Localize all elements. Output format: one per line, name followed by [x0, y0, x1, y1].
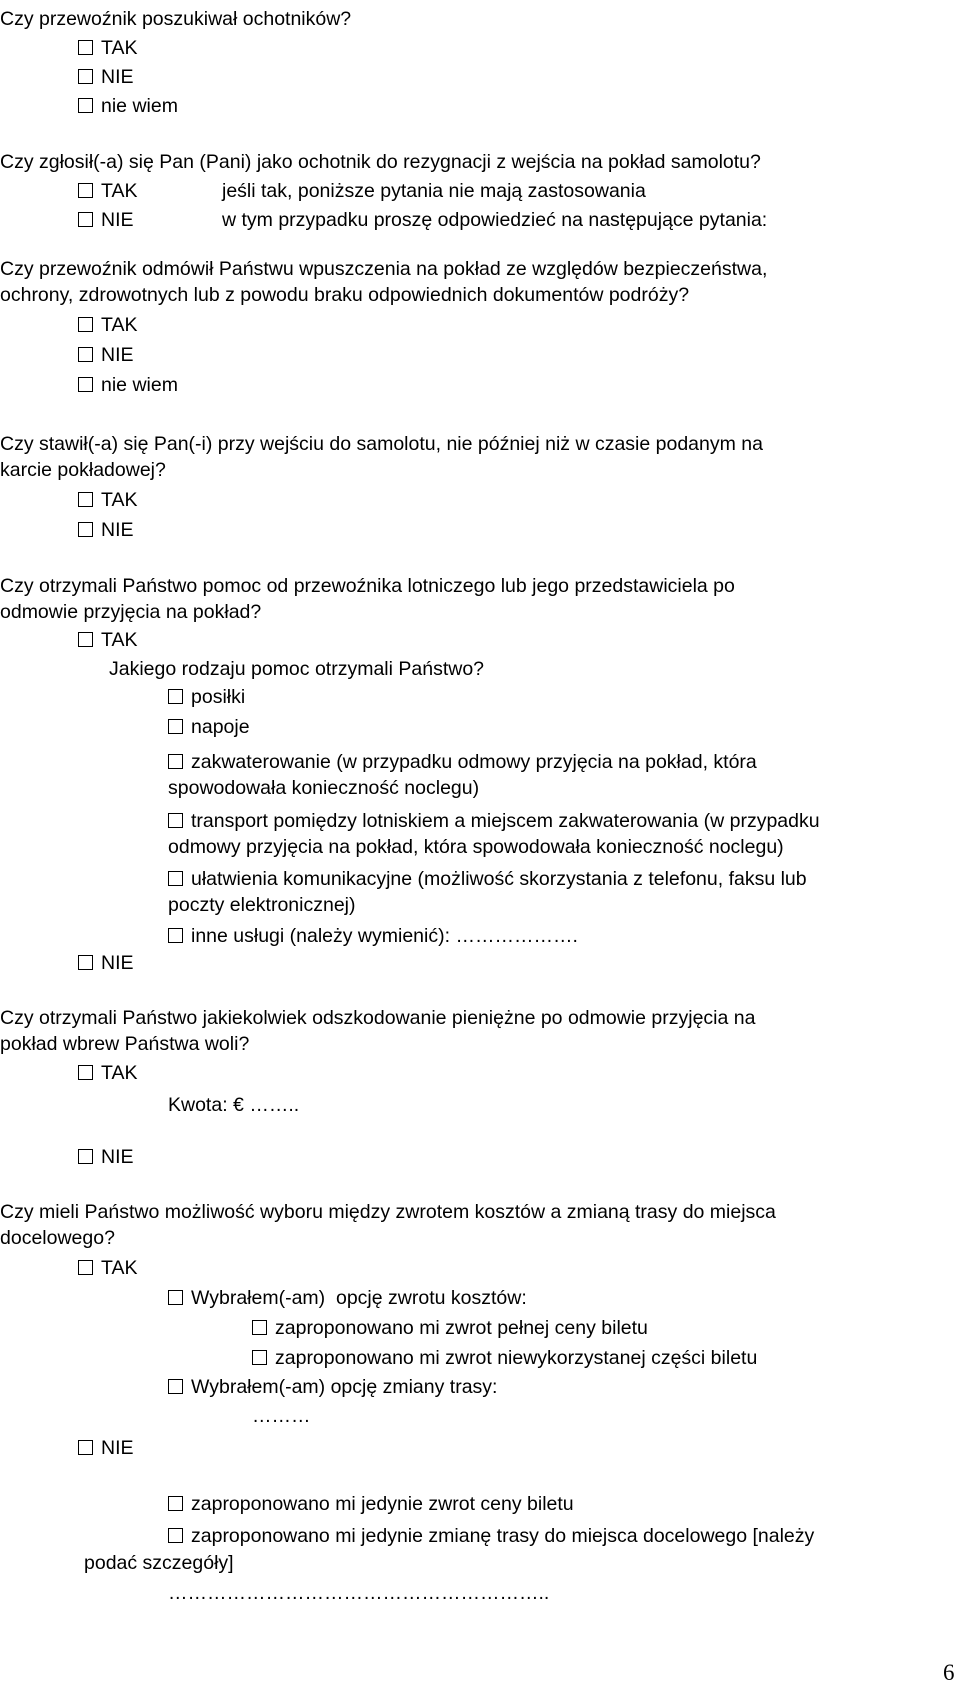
- option-tak[interactable]: TAK: [78, 313, 137, 337]
- question-4-line1: Czy stawił(-a) się Pan(-i) przy wejściu do samolotu, nie później niż w czasie podanym na: [0, 433, 763, 455]
- checkbox-icon[interactable]: [78, 98, 93, 113]
- option-zwrot-czesci[interactable]: zaproponowano mi zwrot niewykorzystanej części biletu: [252, 1346, 757, 1370]
- question-5-line1: Czy otrzymali Państwo pomoc od przewoźnika lotniczego lub jego przedstawiciela po: [0, 575, 735, 597]
- checkbox-icon[interactable]: [78, 1065, 93, 1080]
- checkbox-icon[interactable]: [78, 347, 93, 362]
- fill-in-blank[interactable]: ………: [252, 1405, 311, 1427]
- checkbox-icon[interactable]: [78, 1260, 93, 1275]
- option-zmiana-trasy[interactable]: Wybrałem(-am) opcję zmiany trasy:: [168, 1375, 497, 1399]
- option-nie-wiem[interactable]: nie wiem: [78, 94, 178, 118]
- question-3-line2: ochrony, zdrowotnych lub z powodu braku odpowiednich dokumentów podróży?: [0, 284, 690, 306]
- checkbox-icon[interactable]: [168, 719, 183, 734]
- question-1: Czy przewoźnik poszukiwał ochotników?: [0, 8, 352, 30]
- question-7-line1: Czy mieli Państwo możliwość wyboru między zwrotem kosztów a zmianą trasy do miejsca: [0, 1201, 776, 1223]
- question-3-line1: Czy przewoźnik odmówił Państwu wpuszczenia na pokład ze względów bezpieczeństwa,: [0, 258, 768, 280]
- checkbox-icon[interactable]: [252, 1320, 267, 1335]
- checkbox-icon[interactable]: [168, 1496, 183, 1511]
- checkbox-icon[interactable]: [78, 492, 93, 507]
- checkbox-icon[interactable]: [168, 689, 183, 704]
- question-6-line2: pokład wbrew Państwa woli?: [0, 1033, 250, 1055]
- option-nie[interactable]: NIE: [78, 951, 134, 975]
- question-2: Czy zgłosił(-a) się Pan (Pani) jako ochotnik do rezygnacji z wejścia na pokład samolotu?: [0, 151, 761, 173]
- amount-field[interactable]: Kwota: € ……..: [168, 1094, 300, 1116]
- option-zwrot-pelny[interactable]: zaproponowano mi zwrot pełnej ceny biletu: [252, 1316, 648, 1340]
- checkbox-icon[interactable]: [78, 69, 93, 84]
- option-tak[interactable]: TAK: [78, 36, 137, 60]
- option-nie[interactable]: NIE: [78, 65, 134, 89]
- sub-question: Jakiego rodzaju pomoc otrzymali Państwo?: [109, 658, 485, 680]
- checkbox-icon[interactable]: [168, 813, 183, 828]
- checkbox-icon[interactable]: [252, 1350, 267, 1365]
- checkbox-icon[interactable]: [78, 212, 93, 227]
- note-no: w tym przypadku proszę odpowiedzieć na następujące pytania:: [222, 209, 768, 231]
- checkbox-icon[interactable]: [168, 1379, 183, 1394]
- question-6-line1: Czy otrzymali Państwo jakiekolwiek odszkodowanie pieniężne po odmowie przyjęcia na: [0, 1007, 756, 1029]
- checkbox-icon[interactable]: [168, 928, 183, 943]
- option-jedynie-zwrot[interactable]: zaproponowano mi jedynie zwrot ceny biletu: [168, 1492, 574, 1516]
- details-fill-line[interactable]: …………………………………………………..: [168, 1582, 550, 1604]
- checkbox-icon[interactable]: [78, 1149, 93, 1164]
- question-5-line2: odmowie przyjęcia na pokład?: [0, 601, 262, 623]
- checkbox-icon[interactable]: [168, 1528, 183, 1543]
- checkbox-icon[interactable]: [78, 1440, 93, 1455]
- option-zakwaterowanie[interactable]: zakwaterowanie (w przypadku odmowy przyjęcia na pokład, która: [168, 750, 757, 774]
- checkbox-icon[interactable]: [78, 955, 93, 970]
- option-nie[interactable]: NIE: [78, 343, 134, 367]
- option-jedynie-zmiana[interactable]: zaproponowano mi jedynie zmianę trasy do miejsca docelowego [należy: [168, 1524, 814, 1548]
- option-tak[interactable]: TAK: [78, 1061, 137, 1085]
- fill-in-blank[interactable]: ……………….: [455, 925, 578, 947]
- checkbox-icon[interactable]: [168, 754, 183, 769]
- option-posilki[interactable]: posiłki: [168, 685, 245, 709]
- checkbox-icon[interactable]: [78, 632, 93, 647]
- option-nie-wiem[interactable]: nie wiem: [78, 373, 178, 397]
- option-nie[interactable]: NIE: [78, 518, 134, 542]
- option-nie[interactable]: NIE: [78, 1436, 134, 1460]
- option-komunikacja-cont: poczty elektronicznej): [168, 894, 356, 916]
- checkbox-icon[interactable]: [78, 40, 93, 55]
- fill-in-blank[interactable]: ……..: [249, 1094, 300, 1116]
- note-yes: jeśli tak, poniższe pytania nie mają zastosowania: [222, 180, 646, 202]
- checkbox-icon[interactable]: [168, 871, 183, 886]
- option-tak[interactable]: TAK: [78, 628, 137, 652]
- option-inne-uslugi[interactable]: inne usługi (należy wymienić): ……………….: [168, 924, 578, 948]
- checkbox-icon[interactable]: [78, 522, 93, 537]
- question-4-line2: karcie pokładowej?: [0, 459, 166, 481]
- option-nie[interactable]: NIE: [78, 1145, 134, 1169]
- option-jedynie-zmiana-cont: podać szczegóły]: [84, 1552, 234, 1574]
- option-komunikacja[interactable]: ułatwienia komunikacyjne (możliwość skorzystania z telefonu, faksu lub: [168, 867, 807, 891]
- option-transport-cont: odmowy przyjęcia na pokład, która spowodowała konieczność noclegu): [168, 836, 784, 858]
- checkbox-icon[interactable]: [78, 317, 93, 332]
- page-number: 6: [943, 1660, 955, 1685]
- checkbox-icon[interactable]: [78, 377, 93, 392]
- option-napoje[interactable]: napoje: [168, 715, 250, 739]
- option-tak[interactable]: TAK: [78, 179, 137, 203]
- option-zwrot-kosztow[interactable]: Wybrałem(-am) opcję zwrotu kosztów:: [168, 1286, 527, 1310]
- checkbox-icon[interactable]: [78, 183, 93, 198]
- option-tak[interactable]: TAK: [78, 1256, 137, 1280]
- option-zakwaterowanie-cont: spowodowała konieczność noclegu): [168, 777, 480, 799]
- option-nie[interactable]: NIE: [78, 208, 134, 232]
- question-7-line2: docelowego?: [0, 1227, 115, 1249]
- option-transport[interactable]: transport pomiędzy lotniskiem a miejscem zakwaterowania (w przypadku: [168, 809, 820, 833]
- checkbox-icon[interactable]: [168, 1290, 183, 1305]
- option-tak[interactable]: TAK: [78, 488, 137, 512]
